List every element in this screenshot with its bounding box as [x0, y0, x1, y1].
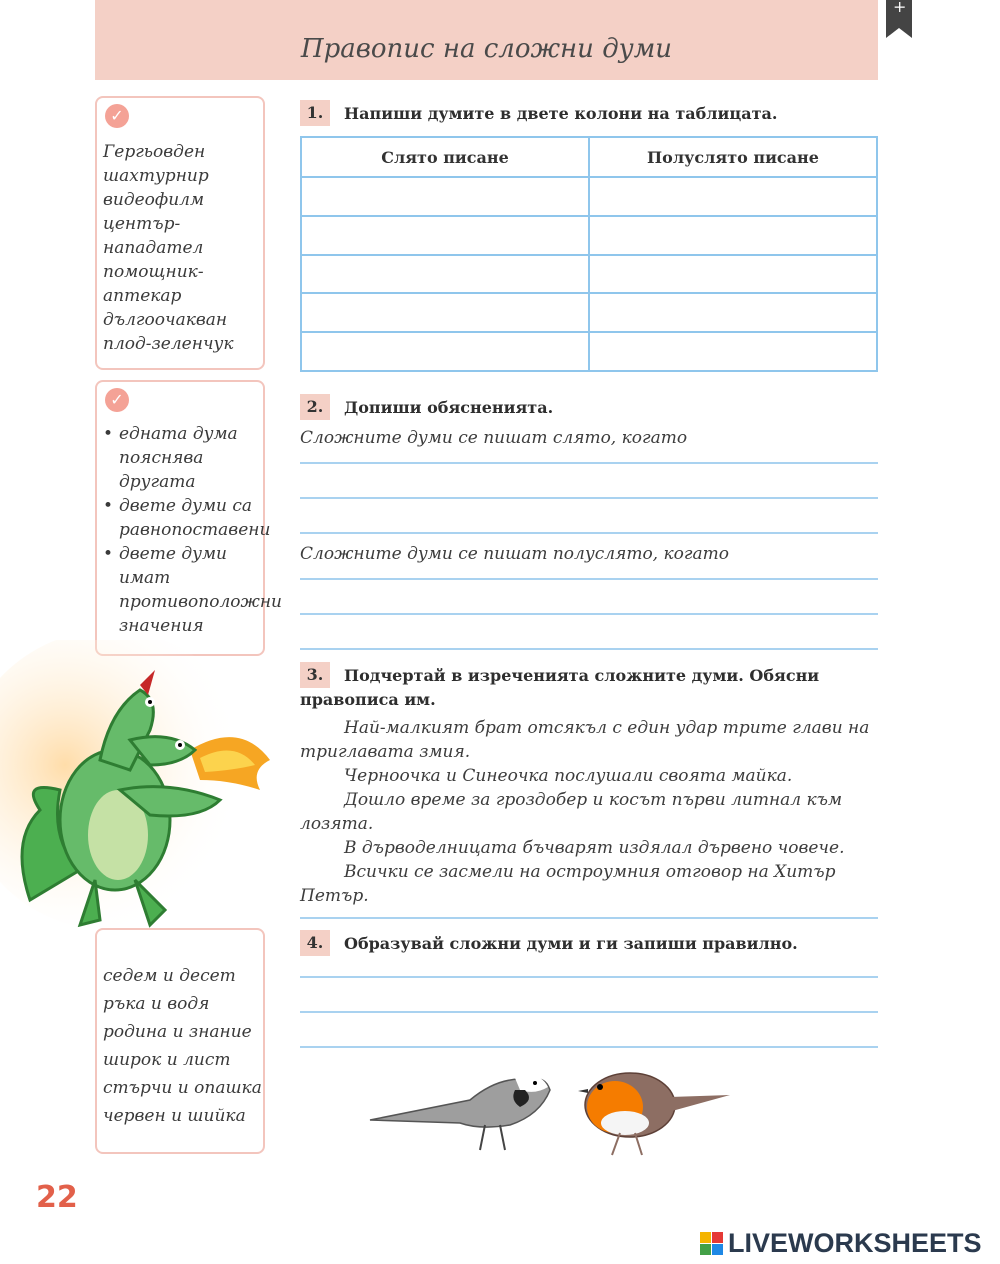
table-cell[interactable] [589, 216, 877, 255]
answer-line[interactable] [300, 497, 878, 499]
check-icon: ✓ [105, 104, 129, 128]
word-pair: седем и десет [103, 966, 236, 986]
task-instruction: Допиши обясненията. [344, 398, 554, 417]
liveworksheets-watermark [700, 1228, 982, 1259]
answer-line[interactable] [300, 462, 878, 464]
rules-box [95, 380, 282, 656]
table-cell[interactable] [301, 293, 589, 332]
table-cell[interactable] [301, 255, 589, 294]
rule-item: • двете думи имат противоположни значения [103, 542, 259, 638]
page-number: 22 [36, 1180, 78, 1215]
word-pairs-box [95, 928, 265, 1154]
check-icon: ✓ [105, 388, 129, 412]
sentence[interactable]: Най-малкият брат отсякъл с един удар трите глави на триглавата змия. [300, 718, 870, 762]
dragon-illustration [0, 640, 290, 940]
table-cell[interactable] [589, 255, 877, 294]
answer-line[interactable] [300, 532, 878, 534]
birds-illustration [360, 1045, 740, 1165]
page-title: Правопис на сложни думи [300, 34, 673, 64]
answer-line[interactable] [300, 578, 878, 580]
rule-item: • двете думи са равнопоставени [103, 494, 259, 542]
table-header: Полуслято писане [589, 137, 877, 177]
task-instruction: Подчертай в изреченията сложните думи. Обясни [344, 666, 820, 685]
table-cell[interactable] [589, 332, 877, 371]
word-pair: родина и знание [103, 1022, 252, 1042]
word-item: помощник- [103, 262, 204, 282]
word-list-box [95, 96, 265, 370]
sentence[interactable]: Черноочка и Синеочка послушали своята майка. [344, 766, 793, 786]
word-pair: стърчи и опашка [103, 1078, 262, 1098]
task-instruction-cont: правописа им. [300, 690, 436, 709]
answer-line[interactable] [300, 648, 878, 650]
answer-line[interactable] [300, 613, 878, 615]
bookmark-icon[interactable]: + [886, 0, 912, 28]
table-cell[interactable] [589, 293, 877, 332]
task-number: 3. [300, 662, 330, 688]
table-cell[interactable] [589, 177, 877, 216]
word-item: видеофилм [103, 190, 205, 210]
word-item: шахтурнир [103, 166, 209, 186]
watermark-text: LIVEWORKSHEETS [728, 1228, 982, 1258]
sentence[interactable]: Дошло време за гроздобер и косът първи литнал към лозята. [300, 790, 843, 834]
task-number: 2. [300, 394, 330, 420]
table-cell[interactable] [301, 332, 589, 371]
word-pairs-list [103, 962, 262, 1130]
word-pair: ръка и водя [103, 994, 210, 1014]
word-item: Гергьовден [103, 142, 206, 162]
sentence[interactable]: Всички се засмели на остроумния отговор на Хитър Петър. [300, 862, 836, 906]
robin-bird [578, 1073, 730, 1155]
wagtail-bird [370, 1075, 550, 1150]
task-instruction: Напиши думите в двете колони на таблицата. [344, 104, 778, 123]
word-pair: широк и лист [103, 1050, 231, 1070]
word-item: дългоочакван [103, 310, 228, 330]
answer-line[interactable] [300, 976, 878, 978]
answer-table [300, 136, 878, 372]
word-item: център- [103, 214, 181, 234]
explanation-prompt: Сложните думи се пишат слято, когато [300, 428, 688, 448]
task-number: 1. [300, 100, 330, 126]
liveworksheets-logo-icon [700, 1232, 724, 1256]
word-item: аптекар [103, 286, 182, 306]
task-instruction: Образувай сложни думи и ги запиши правилно. [344, 934, 798, 953]
word-list [103, 140, 234, 356]
word-item: нападател [103, 238, 204, 258]
table-cell[interactable] [301, 177, 589, 216]
table-cell[interactable] [301, 216, 589, 255]
divider-line [300, 917, 878, 919]
answer-line[interactable] [300, 1011, 878, 1013]
word-item: плод-зеленчук [103, 334, 234, 354]
sentences-block [300, 716, 878, 908]
table-header: Слято писане [301, 137, 589, 177]
rules-list [103, 422, 282, 638]
explanation-prompt: Сложните думи се пишат полуслято, когато [300, 544, 729, 564]
task-number: 4. [300, 930, 330, 956]
rule-item: • едната дума пояснява другата [103, 422, 259, 494]
sentence[interactable]: В дърводелницата бъчварят издялал дървено човече. [344, 838, 845, 858]
word-pair: червен и шийка [103, 1106, 246, 1126]
